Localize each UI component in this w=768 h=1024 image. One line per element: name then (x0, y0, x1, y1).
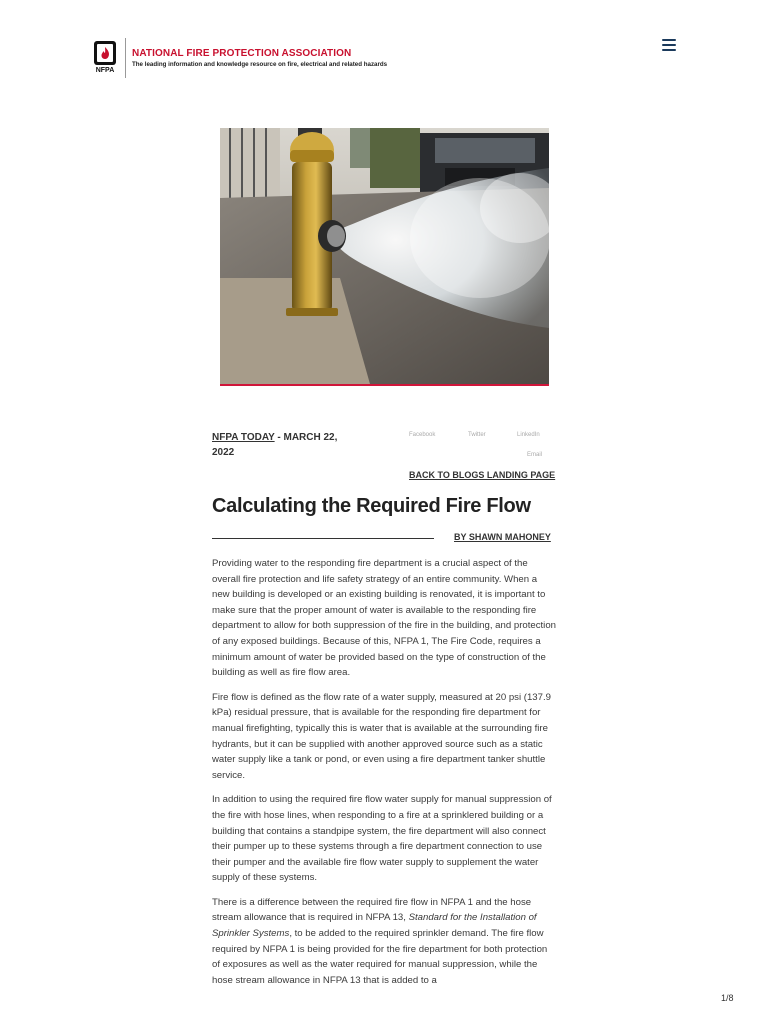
fire-hydrant-photo (220, 128, 549, 384)
post-date: - MARCH 22, (274, 432, 338, 443)
paragraph-text: There is a difference between the required fire flow in NFPA 1 and the hose stream allowance that is required in NFPA 13, (212, 896, 532, 924)
page-number: 1/8 (721, 993, 734, 1003)
logo-text: NFPA (95, 67, 115, 74)
article-paragraph (212, 895, 557, 989)
menu-bar (662, 39, 676, 41)
org-tagline: The leading information and knowledge resource on fire, electrical and related hazards (132, 60, 388, 68)
author-byline[interactable]: BY SHAWN MAHONEY (454, 532, 551, 542)
site-header (91, 36, 387, 80)
standard-title: Standard for the Installation of Sprinkler Systems (212, 912, 537, 940)
paragraph-text: , to be added to the required sprinkler demand. The fire flow required by NFPA 1 is being provided for the fire department for both protection of exposures as well as the water required for manual suppression, while the hose stream allowance in NFPA 13 that is added to a (212, 928, 548, 986)
header-divider (125, 38, 126, 78)
org-name[interactable]: NATIONAL FIRE PROTECTION ASSOCIATION (132, 47, 352, 59)
menu-bar (662, 44, 676, 46)
flame-logo-icon (93, 40, 117, 66)
back-to-blogs-link[interactable]: BACK TO BLOGS LANDING PAGE (409, 470, 556, 480)
article-body (212, 556, 557, 997)
share-twitter[interactable]: Twitter (468, 432, 486, 438)
header-text (132, 48, 387, 69)
hamburger-menu-icon[interactable] (662, 39, 676, 51)
article-paragraph: In addition to using the required fire flow water supply for manual suppression of the fire with hose lines, when responding to a fire at a sprinklered building or a building that contains a standpipe system, the fire department will also connect their pumper up to these systems through a fire department connection to use their pumper and the available fire flow water supply to supplement the water supply of these systems. (212, 794, 552, 884)
byline-divider (212, 538, 434, 539)
article-paragraph: Fire flow is defined as the flow rate of a water supply, measured at 20 psi (137.9 kPa) residual pressure, that is available for the responding fire department for manual firefighting, typically this is water that is available at the surrounding fire hydrants, but it can be supplied with another approved source such as a static water supply like a tank or pond, or even using a fire department tanker shuttle service. (212, 691, 551, 781)
share-linkedin[interactable]: LinkedIn (517, 432, 540, 438)
share-email[interactable]: Email (527, 452, 543, 458)
hero-image (220, 128, 549, 386)
nfpa-today-link[interactable]: NFPA TODAY (212, 432, 275, 443)
menu-bar (662, 49, 676, 51)
article-title: Calculating the Required Fire Flow (212, 495, 531, 517)
nfpa-logo[interactable] (91, 40, 119, 76)
post-meta (212, 430, 362, 460)
article-paragraph: Providing water to the responding fire department is a crucial aspect of the overall fire protection and life safety strategy of an entire community. When a new building is developed or an existing building is renovated, it is important to make sure that the proper amount of water is available to the responding fire department to allow for both suppression of the fire in the building, and protection of any exposed buildings. Because of this, NFPA 1, The Fire Code, requires a minimum amount of water be provided based on the type of construction of the building as well as fire flow area. (212, 558, 556, 679)
share-facebook[interactable]: Facebook (409, 432, 436, 438)
post-year: 2022 (212, 447, 235, 458)
